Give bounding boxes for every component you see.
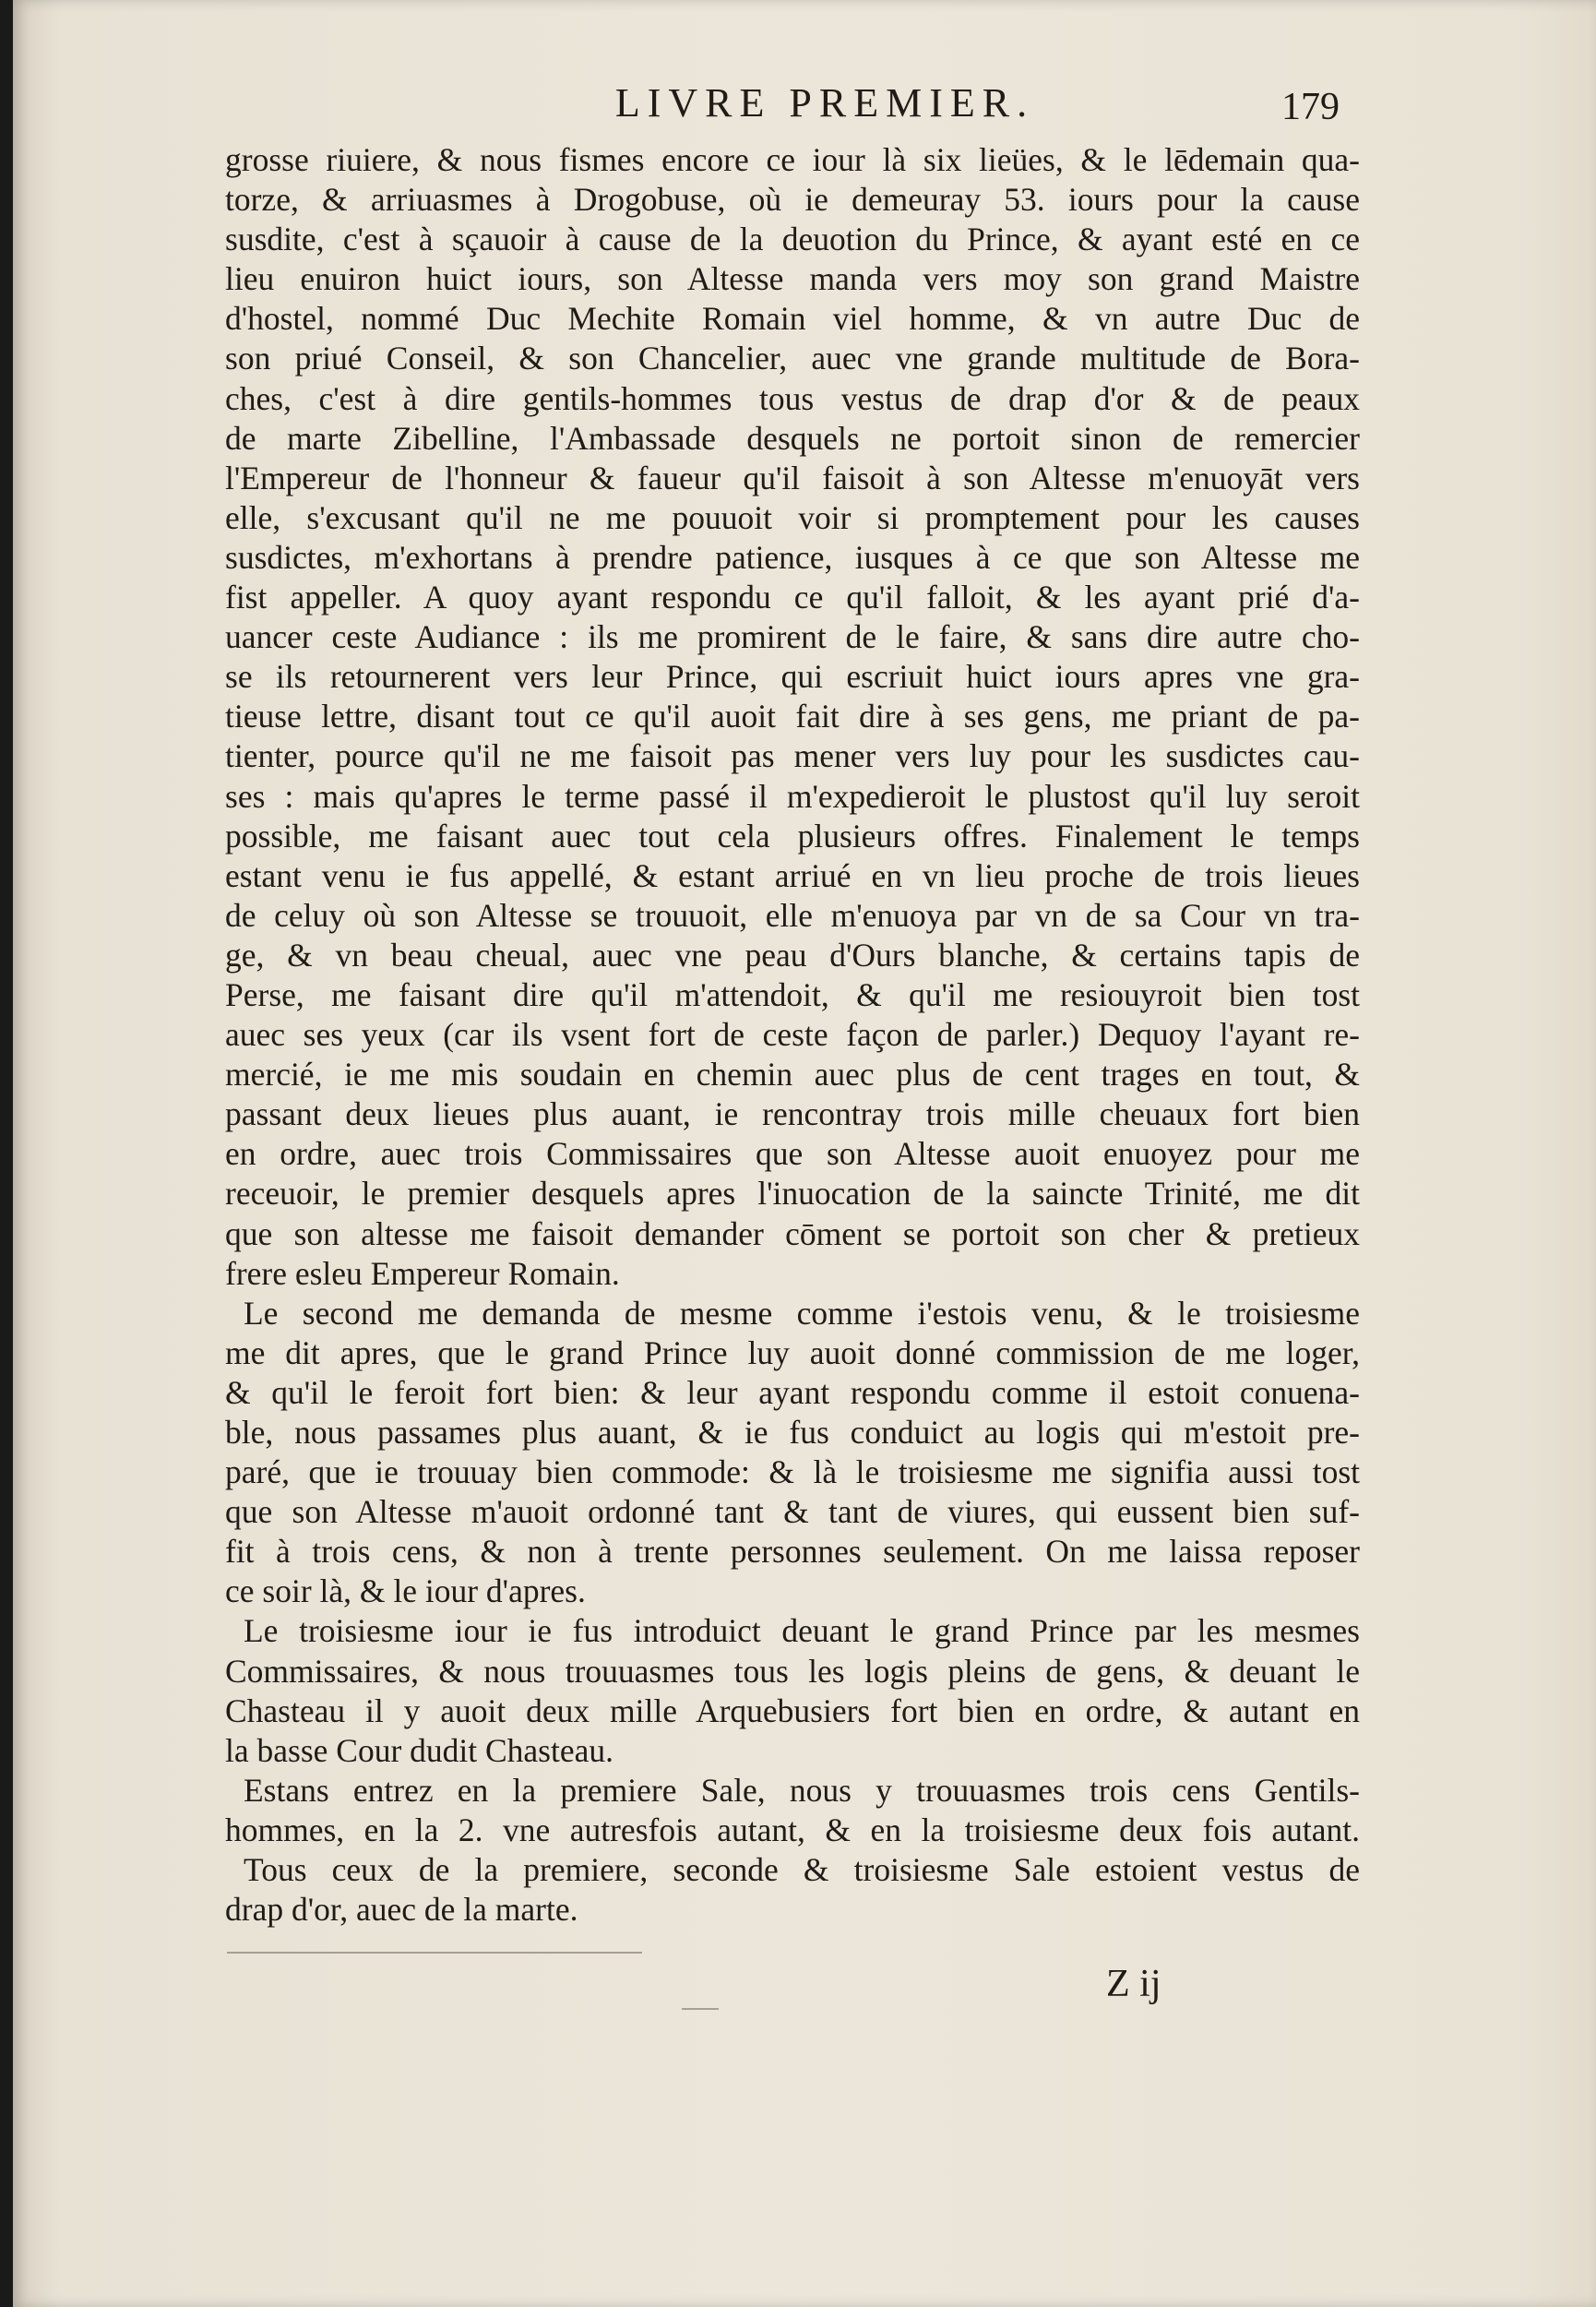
text-line: de celuy où son Altesse se trouuoit, elle m'enuoya par vn de sa Cour vn tra- <box>225 896 1360 934</box>
text-line: Perse, me faisant dire qu'il m'attendoit, & qu'il me resiouyroit bien tost <box>225 975 1360 1013</box>
text-line: susdite, c'est à sçauoir à cause de la deuotion du Prince, & ayant esté en ce <box>225 221 1360 258</box>
text-line: susdictes, m'exhortans à prendre patience, iusques à ce que son Altesse me <box>225 538 1360 576</box>
text-line: & qu'il le feroit fort bien: & leur ayant respondu comme il estoit conuena- <box>225 1373 1360 1411</box>
text-line: Tous ceux de la premiere, seconde & troisiesme Sale estoient vestus de <box>244 1851 1360 1889</box>
signature-mark: Z ij <box>1106 1963 1161 2005</box>
text-line: en ordre, auec trois Commissaires que son Altesse auoit enuoyez pour me <box>225 1135 1360 1173</box>
text-line: elle, s'excusant qu'il ne me pouuoit voir si promptement pour les causes <box>225 498 1360 536</box>
text-line: auec ses yeux (car ils vsent fort de ceste façon de parler.) Dequoy l'ayant re- <box>225 1016 1360 1054</box>
text-line: fist appeller. A quoy ayant respondu ce qu'il falloit, & les ayant prié d'a- <box>225 579 1360 616</box>
text-line: ge, & vn beau cheual, auec vne peau d'Ours blanche, & certains tapis de <box>225 936 1360 974</box>
text-line: son priué Conseil, & son Chancelier, auec vne grande multitude de Bora- <box>225 340 1360 377</box>
text-line: Le troisiesme iour ie fus introduict deuant le grand Prince par les mesmes <box>244 1612 1360 1650</box>
ink-underline <box>227 1952 642 1954</box>
text-line: ble, nous passames plus auant, & ie fus conduict au logis qui m'estoit pre- <box>225 1414 1360 1451</box>
text-line: grosse riuiere, & nous fismes encore ce iour là six lieües, & le lēdemain qua- <box>225 141 1360 178</box>
text-line: me dit apres, que le grand Prince luy auoit donné commission de me loger, <box>225 1333 1360 1371</box>
text-line: mercié, ie me mis soudain en chemin auec plus de cent trages en tout, & <box>225 1056 1360 1094</box>
text-line: hommes, en la 2. vne autresfois autant, & en la troisiesme deux fois autant. <box>225 1811 1360 1848</box>
text-line: estant venu ie fus appellé, & estant arriué en vn lieu proche de trois lieues <box>225 856 1360 894</box>
text-line: Commissaires, & nous trouuasmes tous les logis pleins de gens, & deuant le <box>225 1652 1360 1690</box>
text-line: ce soir là, & le iour d'apres. <box>225 1572 586 1610</box>
text-line: torze, & arriuasmes à Drogobuse, où ie demeuray 53. iours pour la cause <box>225 181 1360 219</box>
text-line: Chasteau il y auoit deux mille Arquebusiers fort bien en ordre, & autant en <box>225 1691 1360 1729</box>
text-line: frere esleu Empereur Romain. <box>225 1254 620 1292</box>
text-line: que son Altesse m'auoit ordonné tant & tant de viures, qui eussent bien suf- <box>225 1493 1360 1531</box>
text-line: d'hostel, nommé Duc Mechite Romain viel homme, & vn autre Duc de <box>225 300 1360 338</box>
text-line: fit à trois cens, & non à trente personnes seulement. On me laissa reposer <box>225 1533 1360 1571</box>
text-line: ses : mais qu'apres le terme passé il m'expedieroit le plustost qu'il luy seroit <box>225 777 1360 815</box>
text-line: la basse Cour dudit Chasteau. <box>225 1731 613 1769</box>
text-line: Le second me demanda de mesme comme i'estois venu, & le troisiesme <box>244 1294 1360 1332</box>
text-line: se ils retournerent vers leur Prince, qui escriuit huict iours apres vne gra- <box>225 658 1360 696</box>
book-page <box>13 0 1596 2307</box>
text-line: paré, que ie trouuay bien commode: & là le troisiesme me signifia aussi tost <box>225 1453 1360 1491</box>
text-line: uancer ceste Audiance : ils me promirent de le faire, & sans dire autre cho- <box>225 618 1360 656</box>
text-line: tienter, pource qu'il ne me faisoit pas mener vers luy pour les susdictes cau- <box>225 737 1360 775</box>
text-line: lieu enuiron huict iours, son Altesse manda vers moy son grand Maistre <box>225 260 1360 298</box>
text-line: que son altesse me faisoit demander cōment se portoit son cher & pretieux <box>225 1214 1360 1252</box>
text-line: tieuse lettre, disant tout ce qu'il auoit fait dire à ses gens, me priant de pa- <box>225 698 1360 735</box>
text-line: passant deux lieues plus auant, ie rencontray trois mille cheuaux fort bien <box>225 1095 1360 1133</box>
text-line: receuoir, le premier desquels apres l'inuocation de la saincte Trinité, me dit <box>225 1175 1360 1213</box>
text-line: drap d'or, auec de la marte. <box>225 1891 578 1929</box>
ink-underline <box>682 2008 719 2010</box>
text-line: de marte Zibelline, l'Ambassade desquels ne portoit sinon de remercier <box>225 419 1360 457</box>
body-text <box>225 140 1360 1930</box>
text-line: ches, c'est à dire gentils-hommes tous vestus de drap d'or & de peaux <box>225 379 1360 417</box>
page-number: 179 <box>1281 86 1340 128</box>
text-line: possible, me faisant auec tout cela plusieurs offres. Finalement le temps <box>225 817 1360 855</box>
running-title: LIVRE PREMIER. <box>614 80 1035 126</box>
text-line: Estans entrez en la premiere Sale, nous y trouuasmes trois cens Gentils- <box>244 1771 1360 1809</box>
text-line: l'Empereur de l'honneur & faueur qu'il faisoit à son Altesse m'enuoyāt vers <box>225 459 1360 496</box>
